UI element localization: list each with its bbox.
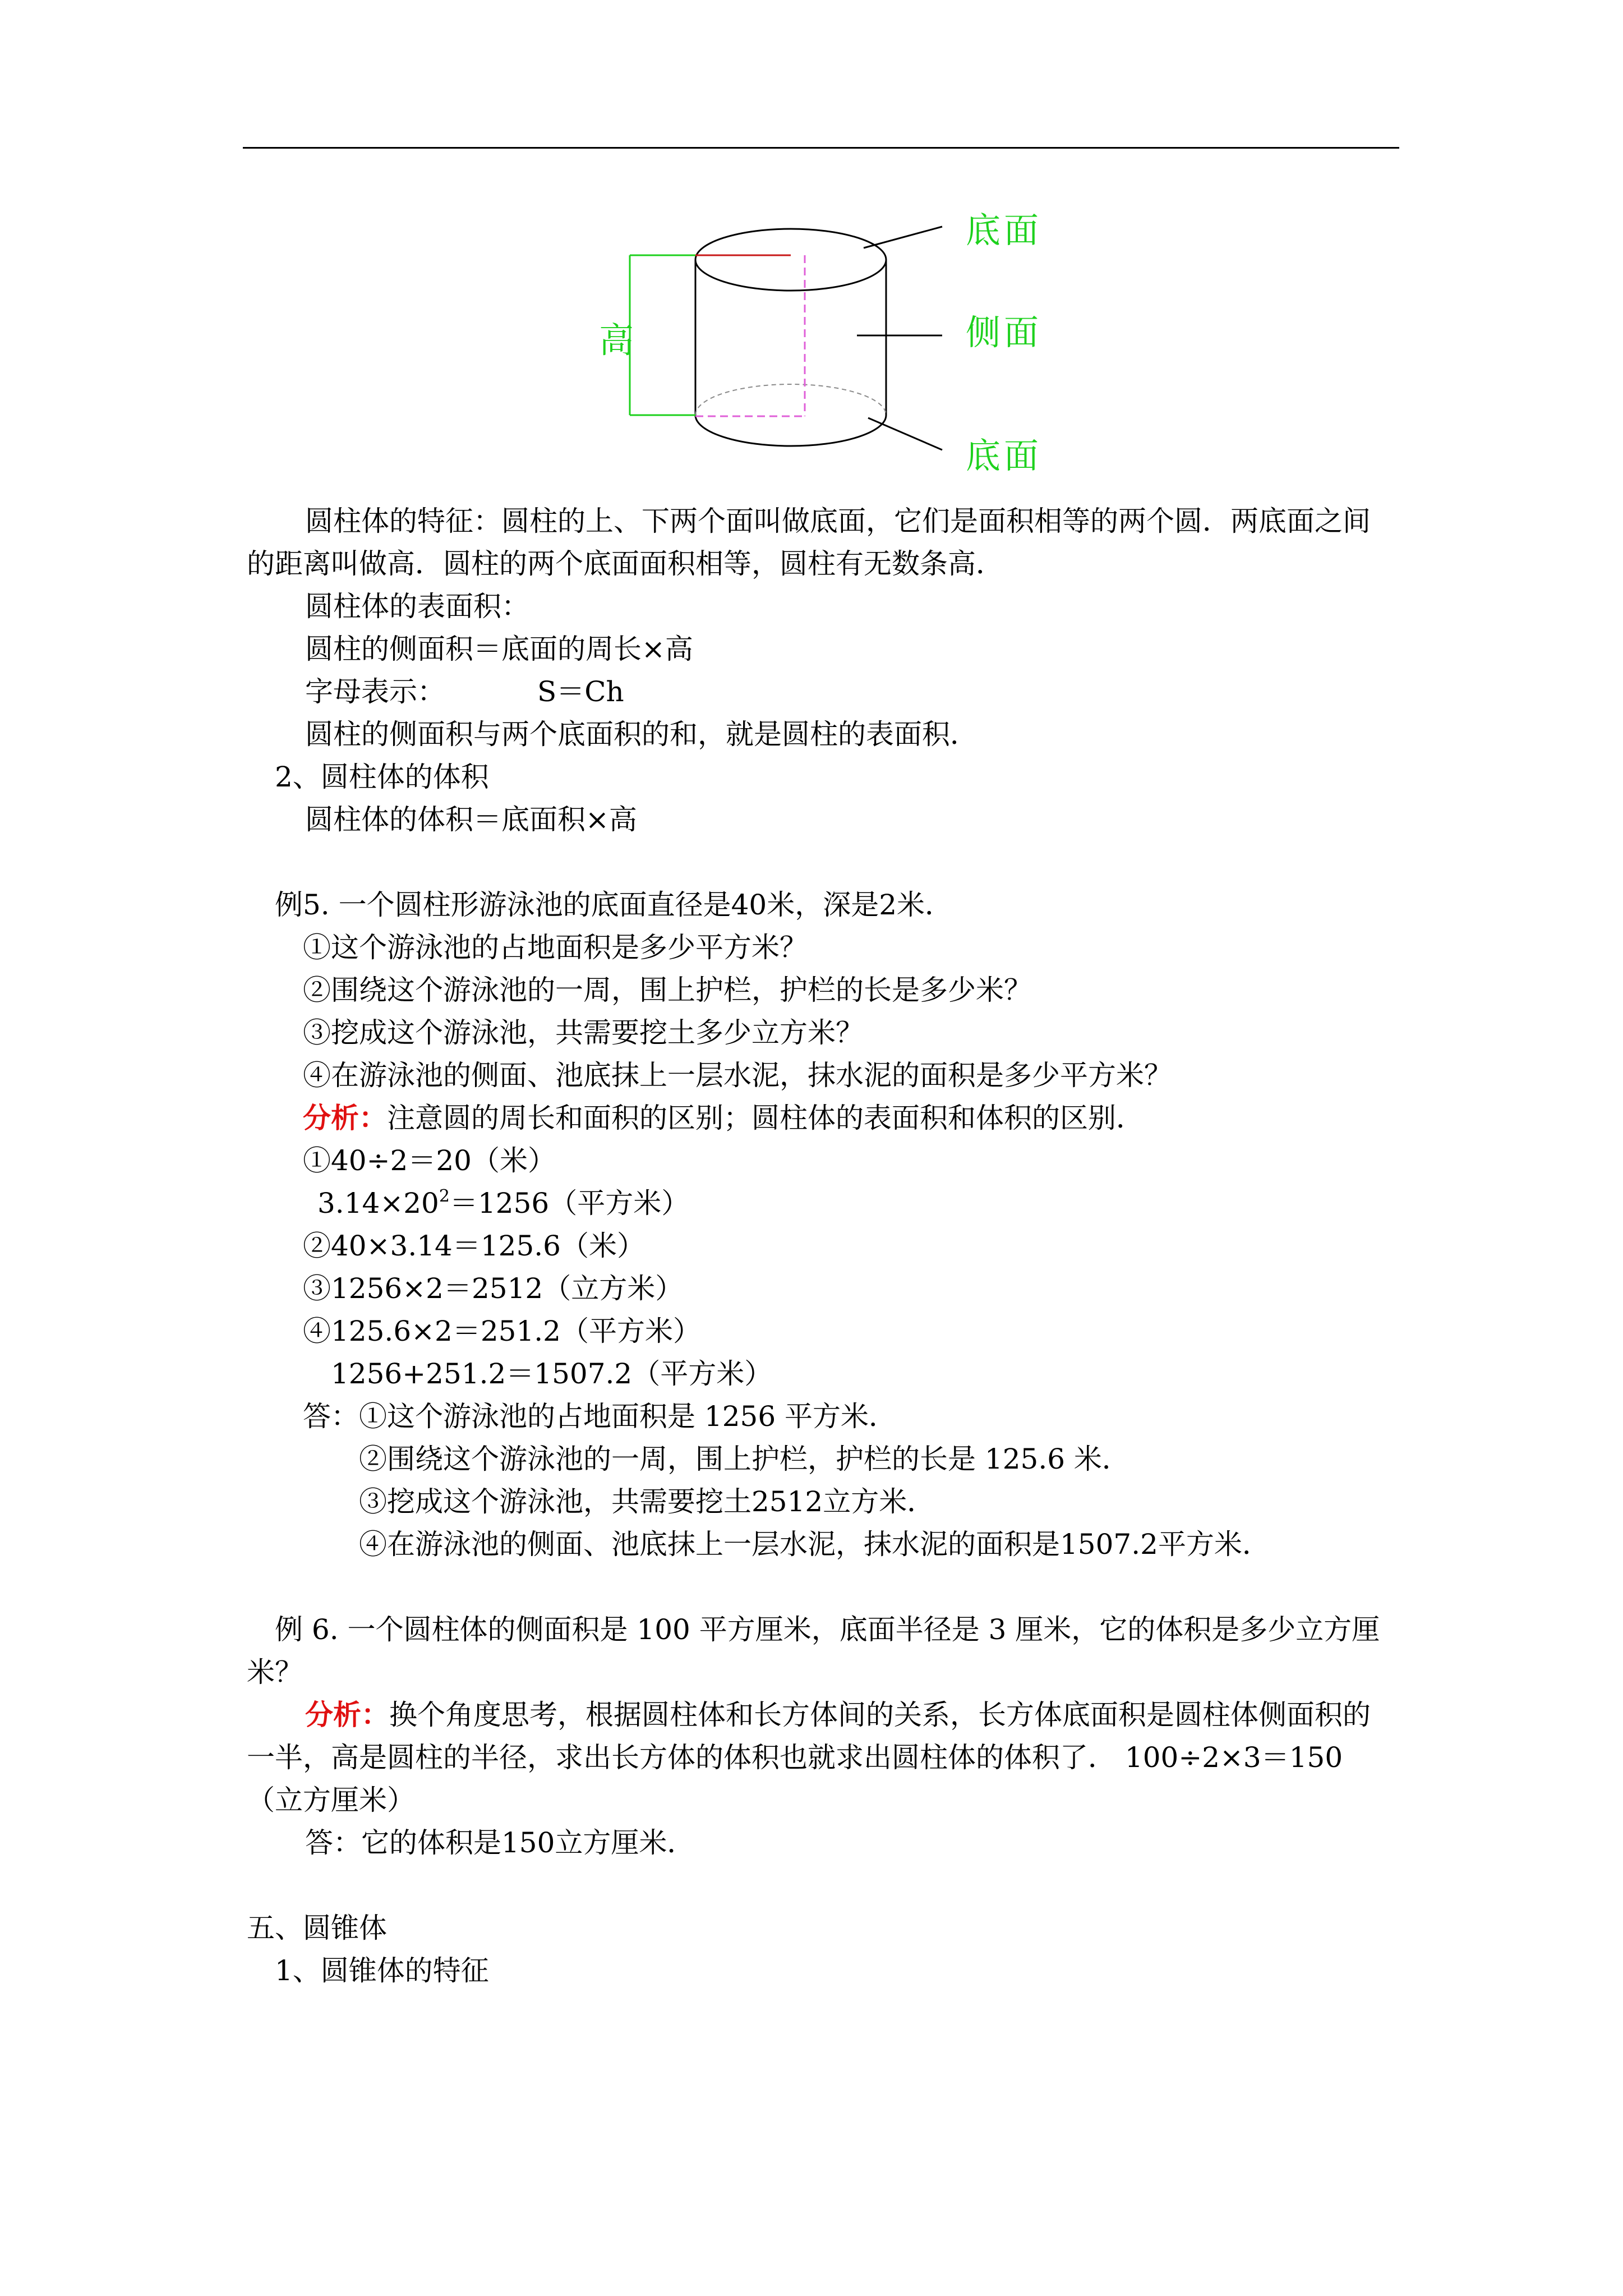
lateral-area-formula: 圆柱的侧面积＝底面的周长×高 <box>305 633 693 665</box>
bottom-back-arc <box>695 384 886 415</box>
letter-notation-label: 字母表示： <box>305 675 445 708</box>
surface-area-title: 圆柱体的表面积： <box>305 590 529 623</box>
height-label: 高 <box>599 320 638 361</box>
example6-analysis-line1 <box>305 1698 1371 1731</box>
solution-step-5: ④125.6×2＝251.2（平方米） <box>303 1315 701 1347</box>
example5-question-4: ④在游泳池的侧面、池底抹上一层水泥，抹水泥的面积是多少平方米？ <box>303 1059 1172 1092</box>
answer-2: ②围绕这个游泳池的一周，围上护栏，护栏的长是 125.6 米． <box>359 1443 1130 1475</box>
cone-section-heading: 五、圆锥体 <box>247 1912 387 1944</box>
example5-question-3: ③挖成这个游泳池，共需要挖土多少立方米？ <box>303 1016 864 1049</box>
example5-analysis <box>303 1101 1144 1134</box>
top-base-label: 底面 <box>966 210 1043 251</box>
solution-step-2-base: 3.14×20 <box>317 1187 439 1220</box>
bottom-label-leader <box>868 418 942 450</box>
example5-stem: 例5. 一个圆柱形游泳池的底面直径是40米，深是2米． <box>275 889 953 921</box>
example6-analysis-line3: （立方厘米） <box>247 1784 415 1816</box>
solution-step-4: ③1256×2＝2512（立方米） <box>303 1272 684 1305</box>
header-rule <box>243 147 1399 149</box>
side-label: 侧面 <box>966 312 1043 353</box>
cylinder-features-line1: 圆柱体的特征：圆柱的上、下两个面叫做底面，它们是面积相等的两个圆．两底面之间 <box>305 505 1371 537</box>
answer-4: ④在游泳池的侧面、池底抹上一层水泥，抹水泥的面积是1507.2平方米． <box>359 1528 1270 1561</box>
analysis-label: 分析： <box>303 1101 387 1134</box>
example6-answer: 答：它的体积是150立方厘米． <box>305 1826 695 1859</box>
volume-heading: 2、圆柱体的体积 <box>275 761 489 793</box>
example5-question-1: ①这个游泳池的占地面积是多少平方米？ <box>303 931 808 964</box>
answer-1: 答：①这个游泳池的占地面积是 1256 平方米． <box>303 1400 897 1433</box>
solution-step-2-result: ＝1256（平方米） <box>449 1187 690 1220</box>
example5-question-2: ②围绕这个游泳池的一周，围上护栏，护栏的长是多少米？ <box>303 974 1032 1006</box>
example6-stem-line2: 米？ <box>247 1656 303 1688</box>
example6-analysis-text: 换个角度思考，根据圆柱体和长方体间的关系，长方体底面积是圆柱体侧面积的 <box>389 1699 1371 1731</box>
solution-step-3: ②40×3.14＝125.6（米） <box>303 1230 645 1262</box>
cone-subheading: 1、圆锥体的特征 <box>275 1954 489 1987</box>
cylinder-figure <box>583 191 1066 494</box>
surface-area-definition: 圆柱的侧面积与两个底面积的和，就是圆柱的表面积． <box>305 718 978 751</box>
solution-step-2-exponent: 2 <box>439 1186 450 1206</box>
analysis-text: 注意圆的周长和面积的区别；圆柱体的表面积和体积的区别． <box>387 1102 1144 1134</box>
solution-step-6: 1256+251.2＝1507.2（平方米） <box>331 1358 773 1390</box>
example6-stem-line1: 例 6. 一个圆柱体的侧面积是 100 平方厘米，底面半径是 3 厘米，它的体积是多少立方厘 <box>275 1613 1380 1646</box>
example6-analysis-label: 分析： <box>305 1698 389 1731</box>
bottom-base-label: 底面 <box>966 435 1043 476</box>
example6-analysis-line2: 一半，高是圆柱的半径，求出长方体的体积也就求出圆柱体的体积了． 100÷2×3＝150 <box>247 1741 1343 1774</box>
letter-formula: S＝Ch <box>537 675 624 708</box>
top-base-ellipse <box>695 229 886 291</box>
solution-step-1: ①40÷2＝20（米） <box>303 1144 556 1177</box>
cylinder-features-line2: 的距离叫做高．圆柱的两个底面面积相等，圆柱有无数条高． <box>247 547 1004 580</box>
top-label-leader <box>864 227 942 248</box>
answer-3: ③挖成这个游泳池，共需要挖土2512立方米． <box>359 1485 935 1518</box>
solution-step-2 <box>317 1186 690 1220</box>
volume-formula: 圆柱体的体积＝底面积×高 <box>305 803 637 836</box>
bottom-front-arc <box>695 415 886 446</box>
